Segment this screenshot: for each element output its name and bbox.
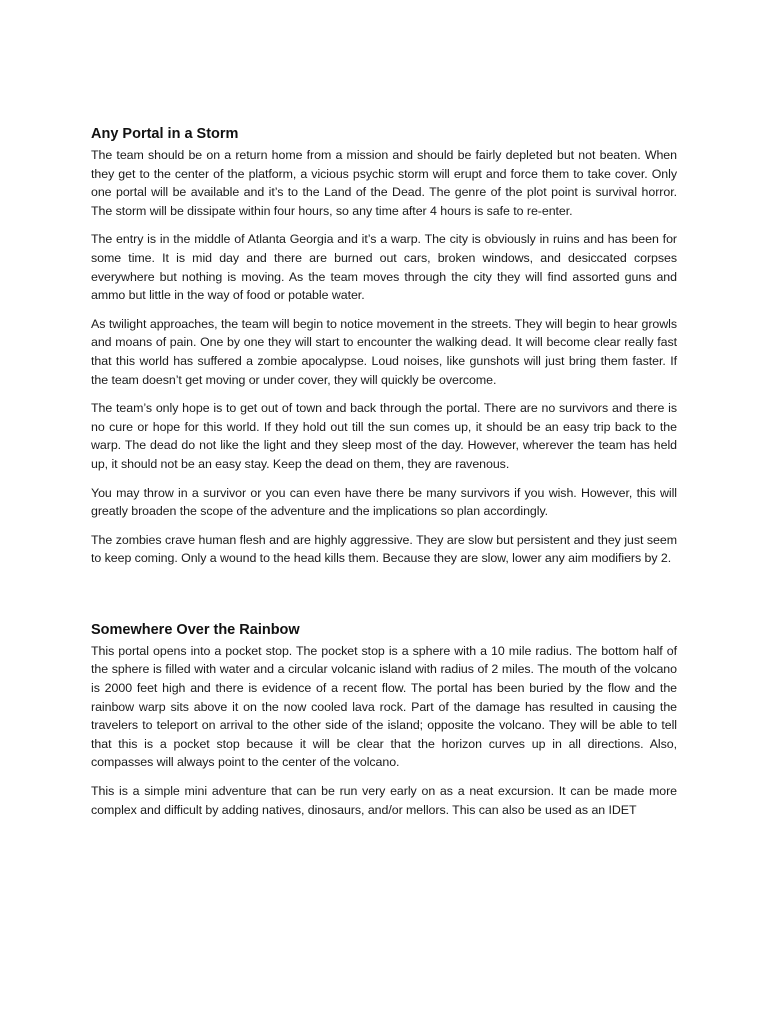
paragraph: The team should be on a return home from a mission and should be fairly depleted but not beaten. When they get to the center of the platform, a vicious psychic storm will erupt and force them to take cover. Only one portal will be available and it’s to the Land of the Dead. The genre of the plot point is survival horror. The storm will be dissipate within four hours, so any time after 4 hours is safe to re-enter.	[91, 148, 677, 218]
section-somewhere-over-the-rainbow	[91, 620, 677, 819]
paragraph: This portal opens into a pocket stop. The pocket stop is a sphere with a 10 mile radius. The bottom half of the sphere is filled with water and a circular volcanic island with radius of 2 miles. The mouth of the volcano is 2000 feet high and there is evidence of a recent flow. The portal has been buried by the flow and the rainbow warp sits above it on the now cooled lava rock. Part of the damage has resulted in causing the travelers to teleport on arrival to the other side of the island; opposite the volcano. They will be able to tell that this is a pocket stop because it will be clear that the horizon curves up in all directions. Also, compasses will always point to the center of the volcano.	[91, 643, 677, 770]
paragraph: The team’s only hope is to get out of town and back through the portal. There are no survivors and there is no cure or hope for this world. If they hold out till the sun comes up, it should be an easy trip back to the warp. The dead do not like the light and they sleep most of the day. However, wherever the team has held up, it should not be an easy stay. Keep the dead on them, they are ravenous.	[91, 401, 677, 471]
paragraph: The entry is in the middle of Atlanta Georgia and it’s a warp. The city is obviously in ruins and has been for some time. It is mid day and there are burned out cars, broken windows, and desiccated corpses everywhere but nothing is moving. As the team moves through the city they will find assorted guns and ammo but little in the way of food or potable water.	[91, 232, 677, 303]
document-page	[91, 124, 677, 829]
paragraph: As twilight approaches, the team will begin to notice movement in the streets. They will begin to hear growls and moans of pain. One by one they will start to encounter the walking dead. It will become clear really fast that this world has suffered a zombie apocalypse. Loud noises, like gunshots will just bring them faster. If the team doesn’t get moving or under cover, they will quickly be overcome.	[91, 316, 677, 387]
paragraph: The zombies crave human flesh and are highly aggressive. They are slow but persistent and they just seem to keep coming. Only a wound to the head kills them. Because they are slow, lower any aim modifiers by 2.	[91, 532, 677, 566]
paragraph: This is a simple mini adventure that can be run very early on as a neat excursion. It can be made more complex and difficult by adding natives, dinosaurs, and/or mellors. This can also be used as an IDET	[91, 784, 677, 817]
section-any-portal-in-a-storm	[91, 124, 677, 568]
paragraph: You may throw in a survivor or you can even have there be many survivors if you wish. However, this will greatly broaden the scope of the adventure and the implications so plan accordingly.	[91, 485, 677, 519]
section-title: Any Portal in a Storm	[91, 126, 239, 142]
section-title: Somewhere Over the Rainbow	[91, 621, 300, 638]
